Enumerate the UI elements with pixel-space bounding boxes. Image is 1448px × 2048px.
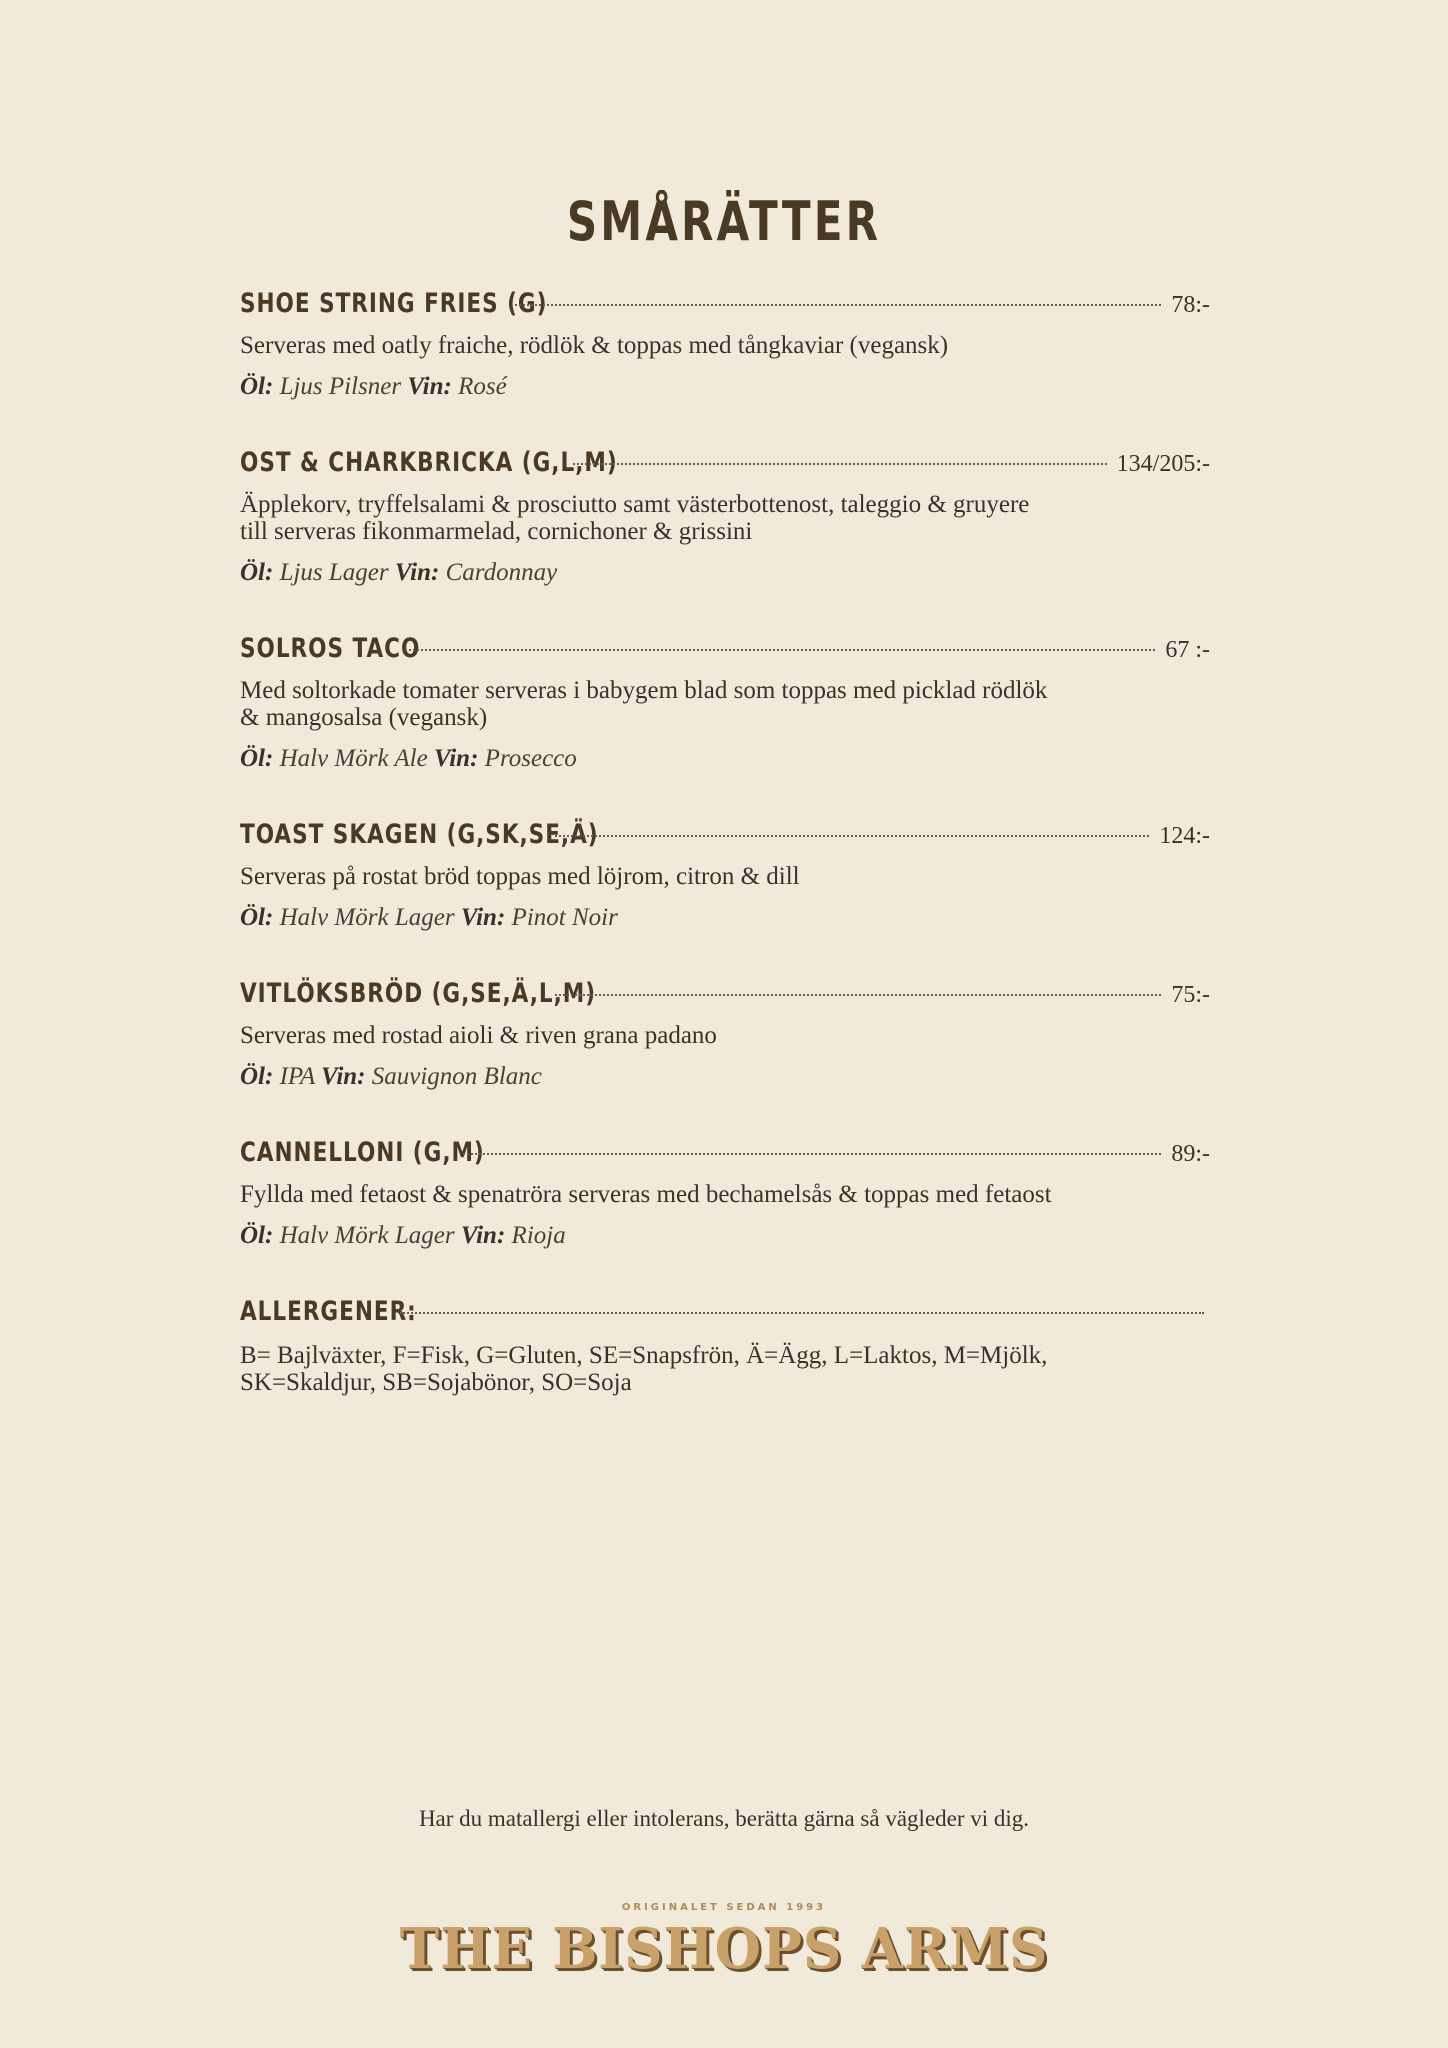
dotted-leader [515,304,1161,306]
menu-item-name: OST & CHARKBRICKA (G,L,M) [240,447,618,478]
menu-item-name: VITLÖKSBRÖD (G,SE,Ä,L,M) [240,978,597,1009]
menu-item-price: 89:- [1171,1141,1210,1167]
wine-pairing: Rioja [511,1222,566,1249]
menu-item-price: 67 :- [1165,637,1210,663]
brand-logo: THE BISHOPS ARMS [399,1916,1049,1982]
dotted-leader [405,649,1155,651]
menu-item-pairing [240,745,1210,773]
dotted-leader [573,463,1107,465]
menu-item-name: SHOE STRING FRIES (G) [240,288,548,319]
wine-label: Vin: [433,745,479,772]
menu-item-name: TOAST SKAGEN (G,SK,SE,Ä) [240,819,599,850]
menu-item [240,633,1210,773]
menu-item [240,1137,1210,1250]
menu-list [240,288,1210,1442]
allergy-footer-note: Har du matallergi eller intolerans, berätta gärna så vägleder vi dig. [418,1806,1030,1831]
wine-pairing: Pinot Noir [511,904,618,931]
menu-item-header [240,447,1210,489]
dotted-leader [555,835,1149,837]
beer-pairing: IPA [279,1063,315,1090]
beer-label: Öl: [240,373,274,400]
menu-item-description: Serveras på rostat bröd toppas med löjrom, citron & dill [240,863,800,890]
menu-item [240,819,1210,932]
wine-pairing: Prosecco [484,745,577,772]
wine-label: Vin: [460,1222,506,1249]
menu-item-header [240,633,1210,675]
beer-label: Öl: [240,1222,274,1249]
menu-item-header [240,1137,1210,1179]
beer-label: Öl: [240,745,274,772]
beer-label: Öl: [240,904,274,931]
menu-item-pairing [240,559,1210,587]
beer-label: Öl: [240,559,274,586]
beer-pairing: Halv Mörk Ale [279,745,428,772]
menu-item-description: Serveras med rostad aioli & riven grana padano [240,1022,717,1049]
menu-item-price: 124:- [1159,823,1210,849]
menu-item-header [240,978,1210,1020]
brand-tagline: ORIGINALET SEDAN 1993 [621,1902,827,1913]
dotted-leader [555,994,1161,996]
menu-item [240,978,1210,1091]
allergen-heading: ALLERGENER: [240,1296,417,1327]
page-title: SMÅRÄTTER [566,190,882,253]
menu-item-description: Med soltorkade tomater serveras i babygem blad som toppas med picklad rödlök & mangosalsa (vegansk) [240,677,1048,731]
allergen-header [240,1296,1210,1338]
dotted-leader [400,1312,1204,1314]
menu-item-name: CANNELLONI (G,M) [240,1137,485,1168]
allergen-section [240,1296,1210,1396]
wine-label: Vin: [394,559,440,586]
menu-item-name: SOLROS TACO [240,633,421,664]
beer-pairing: Halv Mörk Lager [279,1222,455,1249]
menu-item-price: 78:- [1171,292,1210,318]
wine-label: Vin: [321,1063,366,1090]
beer-label: Öl: [240,1063,274,1090]
wine-pairing: Sauvignon Blanc [371,1063,542,1090]
menu-item-description: Äpplekorv, tryffelsalami & prosciutto samt västerbottenost, taleggio & gruyere till serveras fikonmarmelad, cornichoner & grissini [240,491,1030,545]
wine-pairing: Rosé [458,373,507,400]
menu-item-header [240,288,1210,330]
menu-item-pairing [240,904,1210,932]
wine-label: Vin: [460,904,506,931]
menu-item-price: 134/205:- [1116,451,1210,477]
menu-item-description: Fyllda med fetaost & spenatröra serveras med bechamelsås & toppas med fetaost [240,1181,1052,1208]
menu-item-pairing [240,1063,1210,1091]
dotted-leader [463,1153,1161,1155]
menu-item-pairing [240,373,1210,401]
beer-pairing: Ljus Pilsner [279,373,402,400]
beer-pairing: Halv Mörk Lager [279,904,455,931]
menu-item-description: Serveras med oatly fraiche, rödlök & toppas med tångkaviar (vegansk) [240,332,949,359]
menu-item-price: 75:- [1171,982,1210,1008]
wine-pairing: Cardonnay [445,559,558,586]
wine-label: Vin: [407,373,452,400]
allergen-legend: B= Bajlväxter, F=Fisk, G=Gluten, SE=Snapsfrön, Ä=Ägg, L=Laktos, M=Mjölk, SK=Skaldjur, SB=Sojabönor, SO=Soja [240,1342,1048,1396]
menu-item-header [240,819,1210,861]
menu-item [240,447,1210,587]
menu-item-pairing [240,1222,1210,1250]
beer-pairing: Ljus Lager [279,559,389,586]
menu-item [240,288,1210,401]
